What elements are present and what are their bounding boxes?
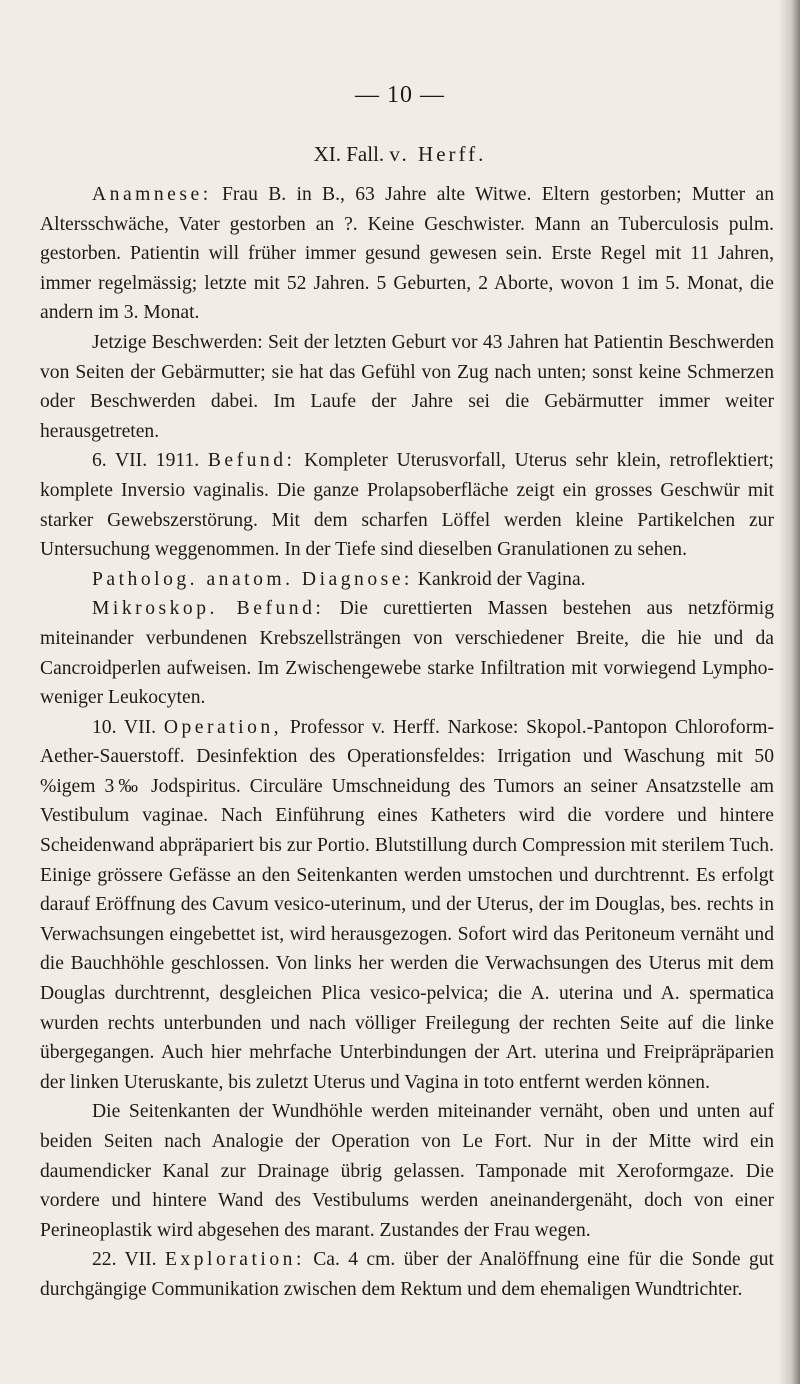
paragraph-operation — [40, 713, 774, 1098]
paragraph-text: Die curettierten Massen bestehen aus netzförmig miteinander verbundenen Krebszellsträngen von verschiedener Breite, die hie und da Cancroidperlen aufweisen. Im Zwischengewebe starke Infiltration mit vorwiegend Lympho- weniger Leukocyten. — [40, 598, 774, 709]
paragraph-date: 6. VII. 1911. — [92, 450, 208, 472]
paragraph-text: Kompleter Uterusvorfall, Uterus sehr klein, retroflektiert; komplete Inversio vaginalis. Die ganze Prolapsoberfläche zeigt ein grosses Geschwür mit starker Gewebszerstörung. Mit dem scharfen Löffel werden kleine Partikelchen zur Untersuchung weggenommen. In der Tiefe sind dieselben Granulationen zu sehen. — [40, 450, 774, 561]
paragraph-date: 22. VII. — [92, 1249, 165, 1271]
paragraph-text: Ca. 4 cm. über der Analöffnung eine für die Sonde gut durchgängige Communikation zwischen dem Rektum und dem ehemaligen Wundtrichter. — [40, 1249, 774, 1300]
case-title — [0, 142, 800, 167]
paragraph-lead: Mikroskop. Befund: — [92, 598, 325, 620]
paragraph-diagnose — [40, 565, 774, 595]
paragraph-befund — [40, 446, 774, 564]
paragraph-text: Kankroid der Vagina. — [412, 568, 586, 590]
paragraph-lead: Exploration: — [164, 1249, 305, 1271]
paragraph-text: Frau B. in B., 63 Jahre alte Witwe. Eltern gestorben; Mutter an Altersschwäche, Vater gestorben an ?. Keine Geschwister. Mann an Tuberculosis pulm. gestorben. Patientin will früher immer gesund gewesen sein. Erste Regel mit 11 Jahren, immer regelmässig; letzte mit 52 Jahren. 5 Geburten, 2 Aborte, wovon 1 im 5. Monat, die andern im 3. Monat. — [40, 184, 774, 324]
paragraph-wundhoehle — [40, 1097, 774, 1245]
body-text — [40, 180, 774, 1305]
paragraph-text: Jetzige Beschwerden: Seit der letzten Geburt vor 43 Jahren hat Patientin Beschwerden von Seiten der Gebärmutter; sie hat das Gefühl von Zug nach unten; sonst keine Schmerzen oder Beschwerden dabei. Im Laufe der Jahre sei die Gebärmutter immer weiter herausgetreten. — [40, 331, 774, 442]
paragraph-lead: Anamnese: — [92, 184, 212, 205]
paragraph-anamnese — [40, 180, 774, 328]
paragraph-lead: Operation, — [163, 716, 283, 738]
paragraph-lead: Patholog. anatom. Diagnose: — [92, 568, 413, 590]
paragraph-exploration — [40, 1245, 774, 1304]
paragraph-text: Professor v. Herff. Narkose: Skopol.-Pantopon Chloroform-Aether-Sauerstoff. Desinfektion des Operationsfeldes: Irrigation und Waschung mit 50 %igem 3‰ Jodspiritus. Circuläre Umschneidung des Tumors an seiner Ansatzstelle am Vestibulum vaginae. Nach Einführung eines Katheters wird die vordere und hintere Scheidenwand abpräpariert bis zur Portio. Blutstillung durch Compression mit sterilem Tuch. Einige grössere Gefässe an den Seitenkanten werden umstochen und durchtrennt. Es erfolgt darauf Eröffnung des Cavum vesico-uterinum, und der Uterus, der im Douglas, bes. rechts in Verwachsungen eingebettet ist, wird herausgezogen. Sofort wird das Peritoneum vernäht und die Bauchhöhle geschlossen. Von links her werden die Verwachsungen des Uterus mit dem Douglas durchtrennt, desgleichen Plica vesico-pelvica; die A. uterina und A. spermatica wurden rechts unterbunden und nach völliger Freilegung der rechten Seite auf die linke übergegangen. Auch hier mehrfache Unterbindungen der Art. uterina und Freipräpräparien der linken Uteruskante, bis zuletzt Uterus und Vagina in toto entfernt werden können. — [40, 716, 774, 1093]
paragraph-beschwerden — [40, 328, 774, 446]
case-title-name: v. Herff. — [389, 142, 487, 166]
page-edge-shadow — [778, 0, 800, 1384]
paragraph-date: 10. VII. — [92, 716, 164, 738]
paragraph-text: Die Seitenkanten der Wundhöhle werden miteinander vernäht, oben und unten auf beiden Seiten nach Analogie der Operation von Le Fort. Nur in der Mitte wird ein daumendicker Kanal zur Drainage übrig gelassen. Tamponade mit Xeroformgaze. Die vordere und hintere Wand des Vestibulums werden aneinandergenäht, doch von einer Perineoplastik wird abgesehen des marant. Zustandes der Frau wegen. — [40, 1101, 774, 1241]
paragraph-lead: Befund: — [207, 450, 296, 472]
page-number: — 10 — — [355, 82, 445, 108]
paragraph-mikroskop — [40, 594, 774, 712]
case-title-prefix: XI. Fall. — [313, 142, 385, 166]
